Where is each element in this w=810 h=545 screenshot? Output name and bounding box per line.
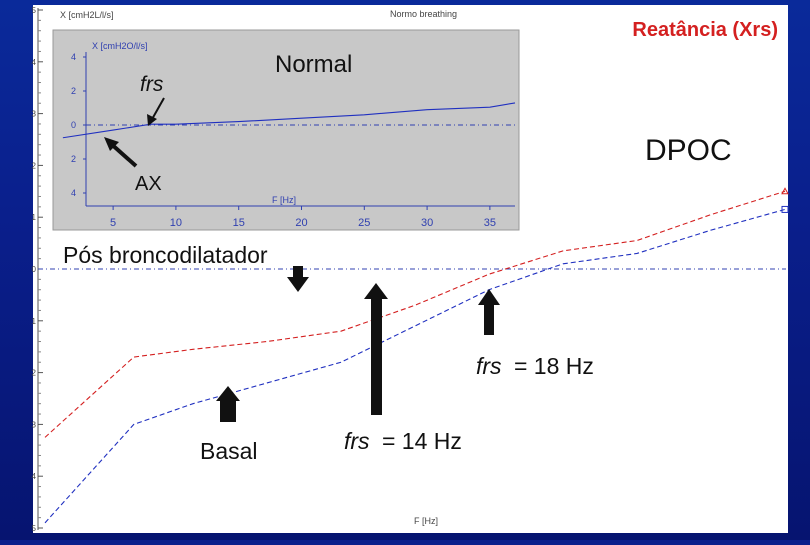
inset-y-tick-label: 2 (70, 86, 76, 96)
main-chart-title: Normo breathing (390, 9, 458, 19)
main-y-tick-label: 1 (31, 213, 36, 223)
main-y-tick-label: 5 (31, 6, 36, 15)
main-y-tick-label: 3 (31, 420, 36, 430)
chart-heading: Reatância (Xrs) (632, 19, 778, 41)
frs-14hz-frs: frs (344, 428, 370, 454)
frs-18hz-frs: frs (476, 353, 502, 379)
inset-x-tick-label: 5 (110, 217, 117, 229)
inset-x-tick-label: 30 (420, 217, 434, 229)
main-y-tick-label: 5 (31, 524, 36, 533)
inset-x-axis-label: F [Hz] (272, 195, 296, 205)
main-y-tick-label: 2 (31, 368, 36, 378)
normal-label: Normal (275, 51, 353, 78)
main-y-tick-label: 1 (31, 316, 36, 326)
frs-14hz-value: = 14 Hz (381, 428, 462, 454)
pos-broncodilatador-label: Pós broncodilatador (63, 242, 268, 268)
main-y-axis-label: X [cmH2L/l/s] (60, 10, 114, 20)
inset-y-tick-label: 2 (70, 154, 76, 164)
inset-y-tick-label: 4 (70, 188, 76, 198)
main-x-axis-label: F [Hz] (414, 516, 438, 526)
inset-x-tick-label: 35 (483, 217, 497, 229)
main-y-tick-label: 2 (31, 161, 36, 171)
ax-label: AX (135, 173, 162, 195)
inset-x-tick-label: 20 (295, 217, 308, 229)
frs-14hz-label (344, 428, 462, 454)
inset-y-tick-label: 0 (70, 120, 76, 130)
main-y-tick-label: 4 (31, 57, 36, 67)
frs-inset-label: frs (140, 73, 164, 96)
frs-18hz-value: = 18 Hz (513, 353, 594, 379)
main-y-tick-label: 0 (31, 265, 36, 274)
dpoc-label: DPOC (645, 134, 732, 167)
inset-y-tick-label: 4 (70, 52, 76, 62)
basal-label: Basal (200, 438, 258, 464)
main-y-tick-label: 4 (31, 472, 36, 482)
inset-y-axis-label: X [cmH2O/l/s] (92, 41, 148, 51)
inset-x-tick-label: 25 (358, 217, 371, 229)
main-y-tick-label: 3 (31, 109, 36, 119)
inset-x-tick-label: 15 (232, 217, 245, 229)
frs-18hz-label (476, 353, 594, 379)
inset-x-tick-label: 10 (169, 217, 183, 229)
